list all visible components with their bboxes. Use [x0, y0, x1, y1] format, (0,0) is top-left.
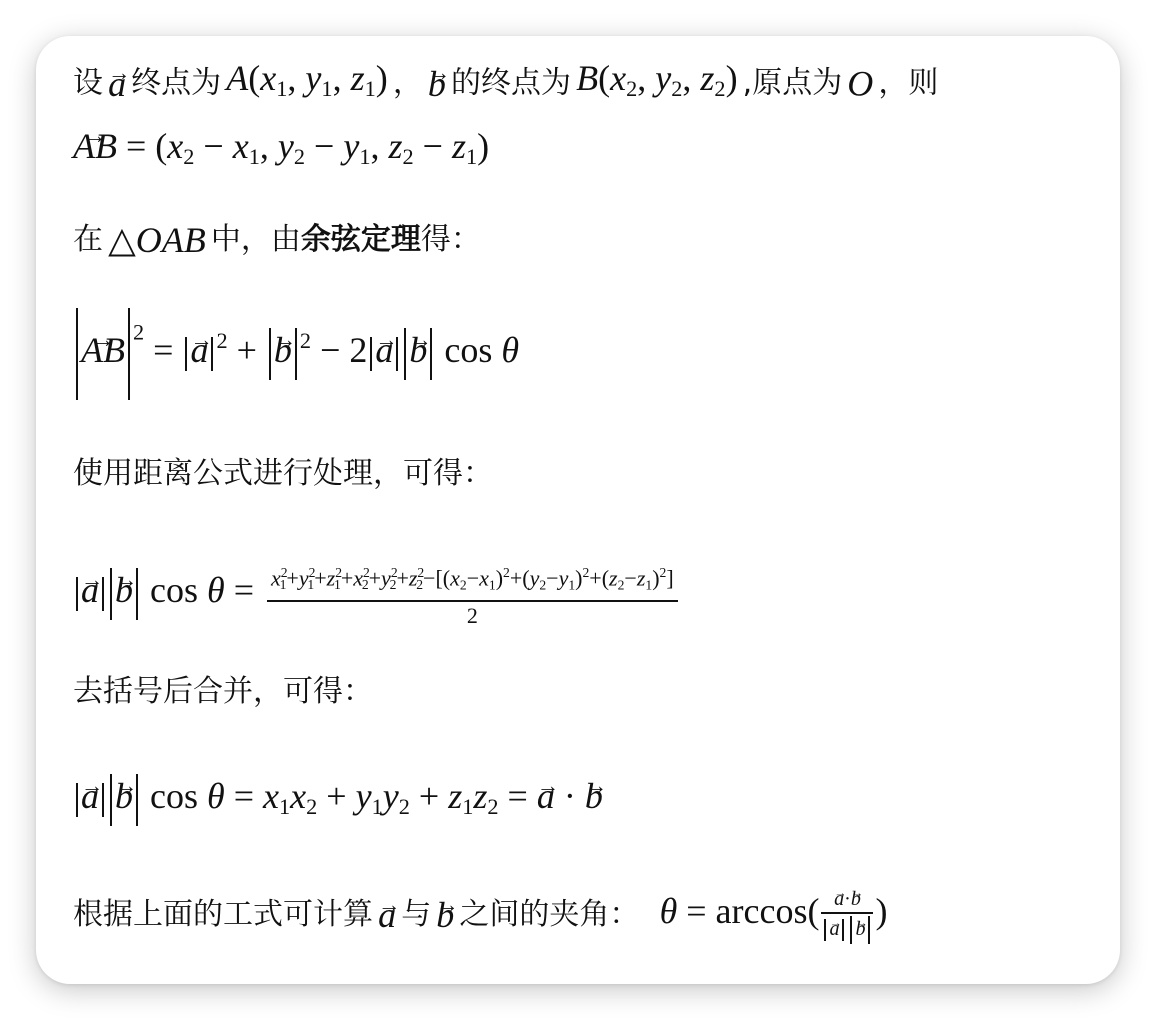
math-triangle-oab: △OAB [108, 220, 206, 260]
math-arccos-formula: θ = arccos( → a·→ b → a→ b ) [660, 891, 888, 931]
content-card [36, 36, 1120, 984]
text-fragment: 之间的夹角： [459, 897, 640, 933]
fraction: $\frac{x^2_1+y^2_1+z^2_1+x^2_2+y^2_2+z^2_2-[(x_2-x_1)^2+(y_2-y_1)^2+(z_2-z_1)^2]}{2}$ [267, 558, 678, 630]
text-line-cosine-law [73, 220, 481, 260]
text-fragment: 去括号后合并，可得： [73, 674, 373, 709]
math-line-cosine-law: → AB $^2$ = → a $^2$ + → b $^2$ − 2→ a→ b cos θ [73, 308, 519, 400]
text-line-merge [73, 672, 373, 712]
bold-term: 余弦定理 [300, 222, 421, 257]
math-line-distance-expansion: → a→ b cos θ = $\frac{x^2_1+y^2_1+z^2_1+x^2_2+y^2_2+z^2_2-[(x_2-x_1)^2+(y_2-y_1)^2+(z_2-z_1)^2]}{2}$ [73, 558, 682, 630]
text-fragment: ,原点为 [742, 65, 843, 101]
text-fragment: 在 [73, 222, 103, 257]
text-fragment: ， [392, 65, 423, 101]
text-line-distance [73, 454, 493, 494]
text-line-1 [73, 58, 938, 109]
text-fragment: 得： [420, 222, 481, 257]
text-line-angle [73, 886, 887, 944]
math-vector-b: → b [428, 64, 446, 104]
math-vector-a: → a [378, 895, 396, 935]
math-line-ab-vector: → AB = ($x_2 - x_1$, $y_2 - y_1$, $z_2 - z_1$) [73, 126, 489, 177]
text-fragment: 与 [401, 897, 432, 933]
text-fragment: 终点为 [131, 65, 222, 101]
math-point-b: $B(x_2$, $y_2$, $z_2$) [576, 58, 738, 102]
text-fragment: 中，由 [210, 222, 301, 257]
math-vector-b: → b [436, 895, 454, 935]
text-fragment: 根据上面的工式可计算 [73, 897, 373, 933]
text-fragment: 设 [73, 65, 103, 101]
text-fragment: ，则 [878, 65, 939, 101]
math-line-dot-product: → a→ b $\cos \theta = x_1x_2 + y_1y_2 + z_1z_2$ = → a · → b [73, 774, 603, 828]
math-vector-a: → a [108, 64, 126, 104]
text-fragment: 使用距离公式进行处理，可得： [73, 456, 493, 491]
math-point-a: $A(x_1$, $y_1$, $z_1$) [226, 58, 388, 102]
text-fragment: 的终点为 [451, 65, 572, 101]
math-origin: O [847, 63, 874, 104]
